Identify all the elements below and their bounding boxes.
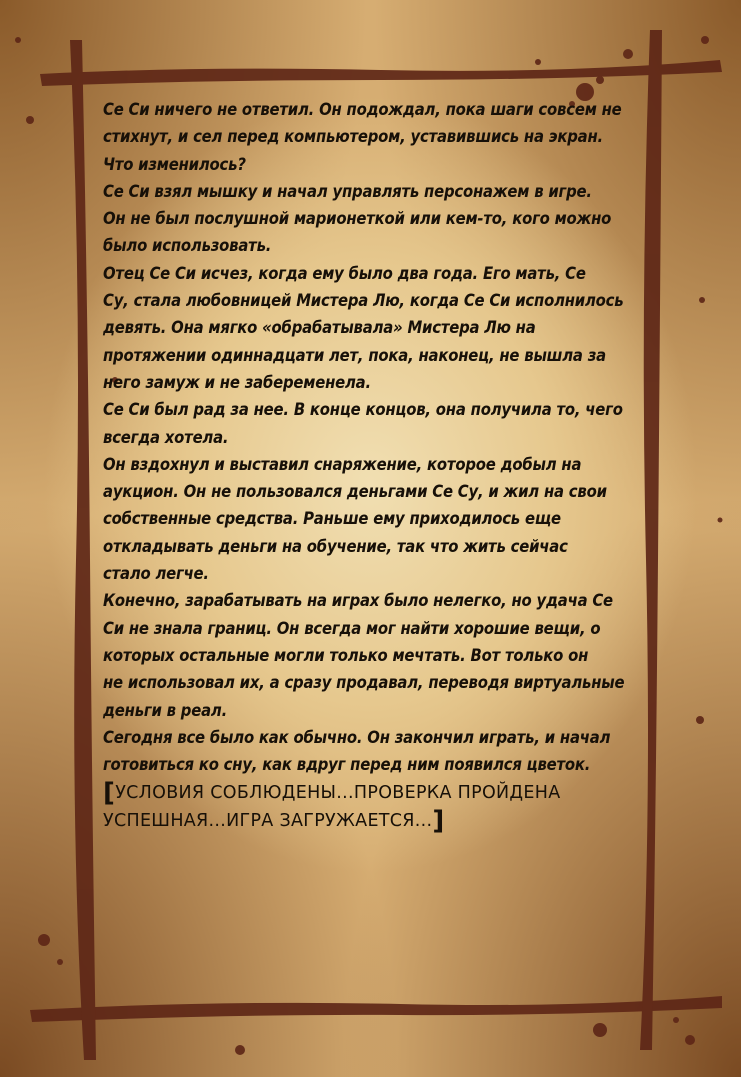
story-line: которых остальные могли только мечтать. Вот только он [103,645,589,665]
story-line: аукцион. Он не пользовался деньгами Се Су, и жил на свои [103,482,607,502]
story-text [103,96,623,835]
story-line: не использовал их, а сразу продавал, переводя виртуальные [103,673,625,693]
story-line: Он не был послушной марионеткой или кем-то, кого можно [103,209,612,229]
system-close-bracket: ] [432,805,445,836]
story-line: было использовать. [103,236,272,256]
story-line: деньги в реал. [103,700,228,720]
story-line: всегда хотела. [103,427,229,447]
story-line: Си не знала границ. Он всегда мог найти хорошие вещи, о [103,618,601,638]
story-line: стало легче. [103,564,209,584]
story-line: Конечно, зарабатывать на играх было нелегко, но удача Се [103,591,613,611]
story-line: откладывать деньги на обучение, так что жить сейчас [103,536,568,556]
story-line: Су, стала любовницей Мистера Лю, когда Се Си исполнилось [103,291,624,311]
system-text-2: УСПЕШНАЯ...ИГРА ЗАГРУЖАЕТСЯ... [103,810,433,831]
story-line: протяжении одиннадцати лет, пока, наконец, не вышла за [103,345,606,365]
system-line-1 [103,780,623,807]
story-line: Се Си ничего не ответил. Он подождал, пока шаги совсем не [103,100,622,119]
story-line: Что изменилось? [103,154,246,174]
story-line: Он вздохнул и выставил снаряжение, которое добыл на [103,454,582,474]
story-line: Се Си был рад за нее. В конце концов, она получила то, чего [103,400,623,420]
system-line-2 [103,805,623,836]
system-open-bracket: [ [103,778,116,809]
system-text-1: УСЛОВИЯ СОБЛЮДЕНЫ...ПРОВЕРКА ПРОЙДЕНА [115,783,561,804]
story-line: собственные средства. Раньше ему приходилось еще [103,509,561,529]
story-line: стихнут, и сел перед компьютером, уставившись на экран. [103,127,603,147]
story-line: него замуж и не забеременела. [103,372,371,392]
story-line: Сегодня все было как обычно. Он закончил играть, и начал [103,727,611,747]
story-line: девять. Она мягко «обрабатывала» Мистера Лю на [103,318,536,338]
story-line: Отец Се Си исчез, когда ему было два года. Его мать, Се [103,263,586,283]
system-message [103,780,623,835]
story-line: готовиться ко сну, как вдруг перед ним появился цветок. [103,755,591,775]
story-line: Се Си взял мышку и начал управлять персонажем в игре. [103,181,592,201]
